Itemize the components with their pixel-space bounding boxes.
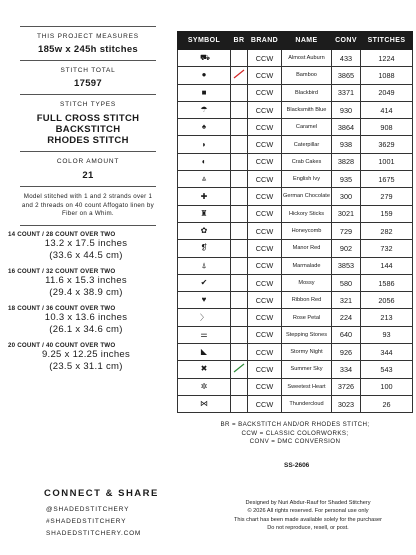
brand-cell: CCW (248, 274, 282, 291)
brand-cell: CCW (248, 222, 282, 239)
conv-cell: 729 (332, 222, 361, 239)
count-inches: 10.3 x 13.6 inches (44, 311, 128, 323)
symbol-cell (178, 188, 231, 205)
table-row (178, 136, 413, 153)
website-link[interactable]: SHADEDSTITCHERY.COM (46, 530, 142, 537)
brand-cell: CCW (248, 50, 282, 67)
stitch-symbol-icon: ♜ (200, 208, 208, 218)
col-header-symbol: SYMBOL (178, 32, 231, 50)
conv-cell: 3726 (332, 378, 361, 395)
stitches-cell: 414 (361, 101, 413, 118)
br-cell (231, 344, 248, 361)
brand-cell: CCW (248, 395, 282, 412)
color-amount-value: 21 (82, 170, 94, 181)
legend-line: CCW = CLASSIC COLORWORKS; (241, 429, 349, 437)
count-label: 14 COUNT / 28 COUNT OVER TWO (8, 230, 116, 238)
name-cell: Rose Petal (282, 309, 332, 326)
symbol-cell (178, 84, 231, 101)
name-cell: Ribbon Red (282, 292, 332, 309)
brand-cell: CCW (248, 309, 282, 326)
table-row (178, 205, 413, 222)
credit-line: This chart has been made available solely for the purchaser (233, 516, 382, 523)
table-header-row (178, 32, 413, 50)
symbol-cell (178, 136, 231, 153)
table-row (178, 84, 413, 101)
conv-cell: 3865 (332, 67, 361, 84)
brand-cell: CCW (248, 361, 282, 378)
br-cell (231, 50, 248, 67)
brand-cell: CCW (248, 101, 282, 118)
symbol-cell (178, 171, 231, 188)
table-row (178, 361, 413, 378)
stitch-symbol-icon: ✲ (200, 381, 208, 391)
col-header-br: BR (231, 32, 248, 50)
count-inches: 9.25 x 12.25 inches (41, 348, 131, 360)
conv-cell: 930 (332, 101, 361, 118)
conv-cell: 334 (332, 361, 361, 378)
stitches-cell: 213 (361, 309, 413, 326)
conv-cell: 321 (332, 292, 361, 309)
name-cell: Hickory Sticks (282, 205, 332, 222)
brand-cell: CCW (248, 326, 282, 343)
stitches-cell: 159 (361, 205, 413, 222)
stitch-total-label: STITCH TOTAL (60, 67, 116, 74)
br-cell (231, 136, 248, 153)
name-cell: Manor Red (282, 240, 332, 257)
brand-cell: CCW (248, 292, 282, 309)
count-block (0, 268, 160, 299)
symbol-cell (178, 153, 231, 170)
stitches-cell: 1088 (361, 67, 413, 84)
stitch-symbol-icon: ♥ (201, 295, 207, 305)
symbol-cell (178, 222, 231, 239)
color-amount-label: COLOR AMOUNT (56, 158, 120, 165)
count-inches: 11.6 x 15.3 inches (45, 274, 127, 286)
stitches-cell: 26 (361, 395, 413, 412)
conv-cell: 300 (332, 188, 361, 205)
count-cm: (29.4 x 38.9 cm) (49, 286, 123, 298)
br-cell (231, 119, 248, 136)
symbol-cell (178, 326, 231, 343)
stitches-cell: 1586 (361, 274, 413, 291)
measures-block (0, 27, 160, 60)
stitch-symbol-icon: ⩓ (201, 174, 207, 184)
stitches-cell: 2049 (361, 84, 413, 101)
conv-cell: 3371 (332, 84, 361, 101)
brand-cell: CCW (248, 67, 282, 84)
name-cell: Almost Auburn (282, 50, 332, 67)
conv-cell: 935 (332, 171, 361, 188)
project-info (0, 26, 160, 373)
br-cell (231, 378, 248, 395)
symbol-cell (178, 50, 231, 67)
symbol-cell (178, 67, 231, 84)
symbol-cell (178, 395, 231, 412)
stitch-total-value: 17597 (74, 78, 102, 89)
count-block (0, 305, 160, 336)
name-cell: Crab Cakes (282, 153, 332, 170)
conv-cell: 3853 (332, 257, 361, 274)
conv-cell: 938 (332, 136, 361, 153)
brand-cell: CCW (248, 136, 282, 153)
name-cell: Blacksmith Blue (282, 101, 332, 118)
col-header-brand: BRAND (248, 32, 282, 50)
brand-cell: CCW (248, 205, 282, 222)
brand-cell: CCW (248, 153, 282, 170)
credit-line: Do not reproduce, resell, or post. (267, 524, 349, 531)
col-header-conv: CONV (332, 32, 361, 50)
name-cell: Sweetest Heart (282, 378, 332, 395)
br-cell (231, 395, 248, 412)
conv-cell: 3864 (332, 119, 361, 136)
stitch-symbol-icon: ❡ (200, 243, 208, 253)
conv-cell: 224 (332, 309, 361, 326)
count-label: 18 COUNT / 36 COUNT OVER TWO (8, 304, 116, 312)
table-row (178, 119, 413, 136)
table-row (178, 50, 413, 67)
stitches-cell: 144 (361, 257, 413, 274)
conv-cell: 902 (332, 240, 361, 257)
symbol-cell (178, 274, 231, 291)
table-row (178, 101, 413, 118)
name-cell: English Ivy (282, 171, 332, 188)
credit-line: Designed by Nuri Abdur-Rauf for Shaded Stitchery (245, 500, 371, 506)
pattern-code: SS-2606 (284, 462, 310, 469)
stitch-symbol-icon: ✿ (200, 226, 208, 236)
table-row (178, 153, 413, 170)
brand-cell: CCW (248, 257, 282, 274)
table-row (178, 222, 413, 239)
symbol-cell (178, 257, 231, 274)
stitch-symbol-icon: ⚌ (200, 329, 208, 339)
count-block (0, 342, 160, 373)
table-row (178, 67, 413, 84)
stitch-types-block (0, 95, 160, 151)
backstitch-line-icon (233, 363, 245, 373)
table-row (178, 378, 413, 395)
conv-cell: 640 (332, 326, 361, 343)
table-row (178, 309, 413, 326)
br-cell (231, 188, 248, 205)
stitch-symbol-icon: ⛟ (200, 53, 211, 63)
br-cell (231, 309, 248, 326)
name-cell: Marmalade (282, 257, 332, 274)
measures-value: 185w x 245h stitches (38, 44, 138, 55)
symbol-cell (178, 378, 231, 395)
br-cell (231, 67, 248, 84)
br-cell (231, 153, 248, 170)
stitch-symbol-icon: ☂ (200, 105, 208, 115)
symbol-cell (178, 240, 231, 257)
name-cell: German Chocolate (282, 188, 332, 205)
count-label: 20 COUNT / 40 COUNT OVER TWO (8, 341, 116, 349)
stitch-symbol-icon: ◐ (201, 156, 207, 166)
table-row (178, 240, 413, 257)
conv-cell: 926 (332, 344, 361, 361)
symbol-cell (178, 101, 231, 118)
stitch-symbol-icon: ⋈ (200, 399, 208, 409)
stitches-cell: 1224 (361, 50, 413, 67)
conv-cell: 433 (332, 50, 361, 67)
measures-label: THIS PROJECT MEASURES (37, 33, 139, 40)
stitches-cell: 2056 (361, 292, 413, 309)
stitches-cell: 543 (361, 361, 413, 378)
social-handle[interactable]: @SHADEDSTITCHERY (46, 506, 130, 513)
brand-cell: CCW (248, 188, 282, 205)
name-cell: Thundercloud (282, 395, 332, 412)
stitches-cell: 279 (361, 188, 413, 205)
brand-cell: CCW (248, 171, 282, 188)
hashtag[interactable]: #SHADEDSTITCHERY (46, 518, 127, 525)
col-header-stitches: STITCHES (361, 32, 413, 50)
stitch-symbol-icon: ✚ (200, 191, 208, 201)
brand-cell: CCW (248, 84, 282, 101)
stitch-type: BACKSTITCH (55, 124, 121, 135)
brand-cell: CCW (248, 378, 282, 395)
br-cell (231, 171, 248, 188)
symbol-cell (178, 344, 231, 361)
table-row (178, 257, 413, 274)
name-cell: Mossy (282, 274, 332, 291)
table-row (178, 188, 413, 205)
count-cm: (23.5 x 31.1 cm) (49, 360, 123, 372)
stitch-symbol-icon: ✖ (200, 364, 208, 374)
stitch-total-block (0, 61, 160, 94)
count-cm: (26.1 x 34.6 cm) (49, 323, 123, 335)
br-cell (231, 292, 248, 309)
legend-line: CONV = DMC CONVERSION (249, 438, 341, 445)
table-row (178, 395, 413, 412)
backstitch-line-icon (233, 69, 245, 79)
conv-cell: 3828 (332, 153, 361, 170)
legend (177, 421, 413, 447)
stitches-cell: 1001 (361, 153, 413, 170)
conv-cell: 3021 (332, 205, 361, 222)
symbol-cell (178, 205, 231, 222)
stitches-cell: 282 (361, 222, 413, 239)
divider (20, 225, 156, 226)
count-cm: (33.6 x 44.5 cm) (49, 249, 123, 261)
stitch-symbol-icon: ■ (201, 87, 207, 97)
stitch-symbol-icon: ♠ (201, 122, 207, 132)
stitches-cell: 93 (361, 326, 413, 343)
connect-title: CONNECT & SHARE (44, 488, 159, 499)
count-inches: 13.2 x 17.5 inches (44, 237, 128, 249)
name-cell: Blackbird (282, 84, 332, 101)
symbol-cell (178, 309, 231, 326)
name-cell: Summer Sky (282, 361, 332, 378)
symbol-cell (178, 361, 231, 378)
br-cell (231, 274, 248, 291)
br-cell (231, 101, 248, 118)
brand-cell: CCW (248, 119, 282, 136)
stitch-symbol-icon: ✔ (200, 278, 208, 287)
stitches-cell: 100 (361, 378, 413, 395)
credits (218, 499, 398, 532)
model-note: Model stitched with 1 and 2 strands over 1 and 2 threads on 40 count Affogato linen by Fiber on a Whim. (21, 193, 155, 217)
name-cell: Caramel (282, 119, 332, 136)
name-cell: Honeycomb (282, 222, 332, 239)
name-cell: Bamboo (282, 67, 332, 84)
color-key-table (177, 31, 413, 413)
col-header-name: NAME (282, 32, 332, 50)
stitch-types-label: STITCH TYPES (59, 101, 117, 108)
brand-cell: CCW (248, 344, 282, 361)
table-body (178, 50, 413, 413)
br-cell (231, 257, 248, 274)
conv-cell: 3023 (332, 395, 361, 412)
table-row (178, 171, 413, 188)
br-cell (231, 240, 248, 257)
name-cell: Stepping Stones (282, 326, 332, 343)
symbol-cell (178, 292, 231, 309)
symbol-cell (178, 119, 231, 136)
stitches-cell: 344 (361, 344, 413, 361)
name-cell: Stormy Night (282, 344, 332, 361)
stitch-type: RHODES STITCH (47, 135, 129, 146)
conv-cell: 580 (332, 274, 361, 291)
stitch-symbol-icon: 〉 (200, 312, 208, 322)
name-cell: Caterpillar (282, 136, 332, 153)
stitch-type: FULL CROSS STITCH (36, 113, 140, 124)
count-block (0, 231, 160, 262)
table-row (178, 326, 413, 343)
stitch-symbol-icon: ◣ (200, 347, 208, 357)
brand-cell: CCW (248, 240, 282, 257)
legend-line: BR = BACKSTITCH AND/OR RHODES STITCH; (220, 421, 370, 428)
table-row (178, 274, 413, 291)
stitches-cell: 3629 (361, 136, 413, 153)
stitch-symbol-icon: ⍋ (201, 260, 207, 270)
br-cell (231, 361, 248, 378)
br-cell (231, 84, 248, 101)
stitches-cell: 732 (361, 240, 413, 257)
color-amount-block (0, 152, 160, 186)
credit-line: © 2026 All rights reserved. For personal use only (247, 508, 369, 515)
table-row (178, 344, 413, 361)
br-cell (231, 222, 248, 239)
stitches-cell: 1675 (361, 171, 413, 188)
count-label: 16 COUNT / 32 COUNT OVER TWO (8, 267, 116, 275)
br-cell (231, 326, 248, 343)
br-cell (231, 205, 248, 222)
stitch-symbol-icon: ● (201, 70, 207, 80)
stitch-symbol-icon: ◗ (201, 139, 207, 149)
stitches-cell: 908 (361, 119, 413, 136)
table-row (178, 292, 413, 309)
